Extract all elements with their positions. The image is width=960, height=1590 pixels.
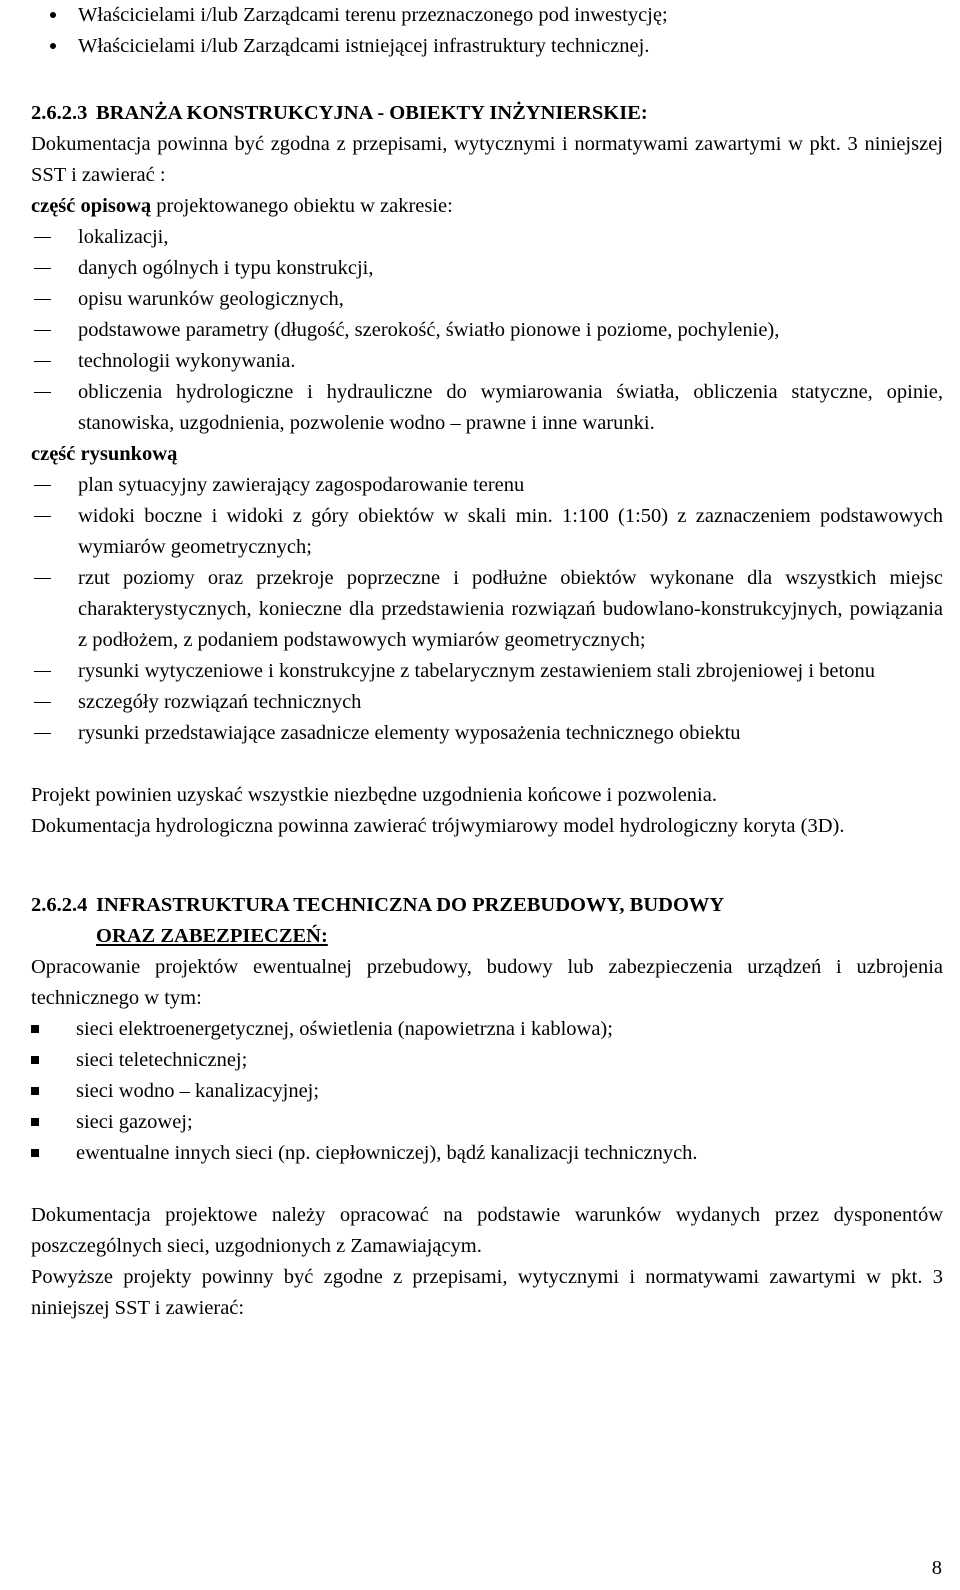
section-heading	[31, 98, 943, 129]
paragraph: Dokumentacja projektowe należy opracować na podstawie warunków wydanych przez dysponentów poszczególnych sieci, uzgodnionych z Zamawiającym.	[31, 1204, 943, 1257]
section-title: INFRASTRUKTURA TECHNICZNA DO PRZEBUDOWY, BUDOWY	[96, 894, 725, 916]
list-item: rzut poziomy oraz przekroje poprzeczne i podłużne obiektów wykonane dla wszystkich miejsc charakterystycznych, konieczne dla przedstawienia rozwiązań budowlano-konstrukcyjnych, powiązania z podłożem, z podaniem podstawowych wymiarów geometrycznych;	[31, 563, 943, 656]
list-item: danych ogólnych i typu konstrukcji,	[31, 253, 943, 284]
list-item: sieci teletechnicznej;	[31, 1045, 943, 1076]
list-item: lokalizacji,	[31, 222, 943, 253]
opisowa-list	[31, 222, 943, 439]
section-title: BRANŻA KONSTRUKCYJNA - OBIEKTY INŻYNIERSKIE:	[96, 102, 648, 124]
paragraph: Opracowanie projektów ewentualnej przebudowy, budowy lub zabezpieczenia urządzeń i uzbrojenia technicznego w tym:	[31, 956, 943, 1009]
rysunkowa-list	[31, 470, 943, 749]
section-number: 2.6.2.4	[31, 894, 88, 916]
top-bullet-list	[31, 0, 943, 62]
list-item: ewentualne innych sieci (np. ciepłowniczej), bądź kanalizacji technicznych.	[31, 1138, 943, 1169]
paragraph-text: projektowanego obiektu w zakresie:	[151, 195, 453, 217]
paragraph: Powyższe projekty powinny być zgodne z przepisami, wytycznymi i normatywami zawartymi w pkt. 3 niniejszej SST i zawierać:	[31, 1266, 943, 1319]
list-item: plan sytuacyjny zawierający zagospodarowanie terenu	[31, 470, 943, 501]
section-title-continued	[31, 921, 943, 952]
list-item: widoki boczne i widoki z góry obiektów w skali min. 1:100 (1:50) z zaznaczeniem podstawowych wymiarów geometrycznych;	[31, 501, 943, 563]
list-item: rysunki wytyczeniowe i konstrukcyjne z tabelarycznym zestawieniem stali zbrojeniowej i betonu	[31, 656, 943, 687]
list-item: szczegóły rozwiązań technicznych	[31, 687, 943, 718]
list-item: opisu warunków geologicznych,	[31, 284, 943, 315]
list-item: technologii wykonywania.	[31, 346, 943, 377]
infrastructure-list	[31, 1014, 943, 1169]
list-item: podstawowe parametry (długość, szerokość, światło pionowe i poziome, pochylenie),	[31, 315, 943, 346]
paragraph: Dokumentacja powinna być zgodna z przepisami, wytycznymi i normatywami zawartymi w pkt. 3 niniejszej SST i zawierać :	[31, 133, 943, 186]
section-heading	[31, 890, 943, 921]
paragraph	[31, 439, 943, 470]
list-item: sieci wodno – kanalizacyjnej;	[31, 1076, 943, 1107]
page-number: 8	[931, 1557, 942, 1579]
paragraph: Dokumentacja hydrologiczna powinna zawierać trójwymiarowy model hydrologiczny koryta (3D).	[31, 815, 845, 837]
document-content	[31, 0, 943, 1324]
bold-term: część opisową	[31, 195, 152, 217]
list-item: rysunki przedstawiające zasadnicze elementy wyposażenia technicznego obiektu	[31, 718, 943, 749]
paragraph	[31, 191, 943, 222]
list-item: Właścicielami i/lub Zarządcami istniejącej infrastruktury technicznej.	[31, 31, 943, 62]
list-item: Właścicielami i/lub Zarządcami terenu przeznaczonego pod inwestycję;	[31, 0, 943, 31]
bold-term: część rysunkową	[31, 443, 178, 465]
list-item: sieci elektroenergetycznej, oświetlenia (napowietrzna i kablowa);	[31, 1014, 943, 1045]
list-item: sieci gazowej;	[31, 1107, 943, 1138]
list-item: obliczenia hydrologiczne i hydrauliczne do wymiarowania światła, obliczenia statyczne, opinie, stanowiska, uzgodnienia, pozwolenie wodno – prawne i inne warunki.	[31, 377, 943, 439]
section-number: 2.6.2.3	[31, 102, 88, 124]
section-title-line2: ORAZ ZABEZPIECZEŃ:	[96, 925, 328, 947]
paragraph: Projekt powinien uzyskać wszystkie niezbędne uzgodnienia końcowe i pozwolenia.	[31, 784, 717, 806]
